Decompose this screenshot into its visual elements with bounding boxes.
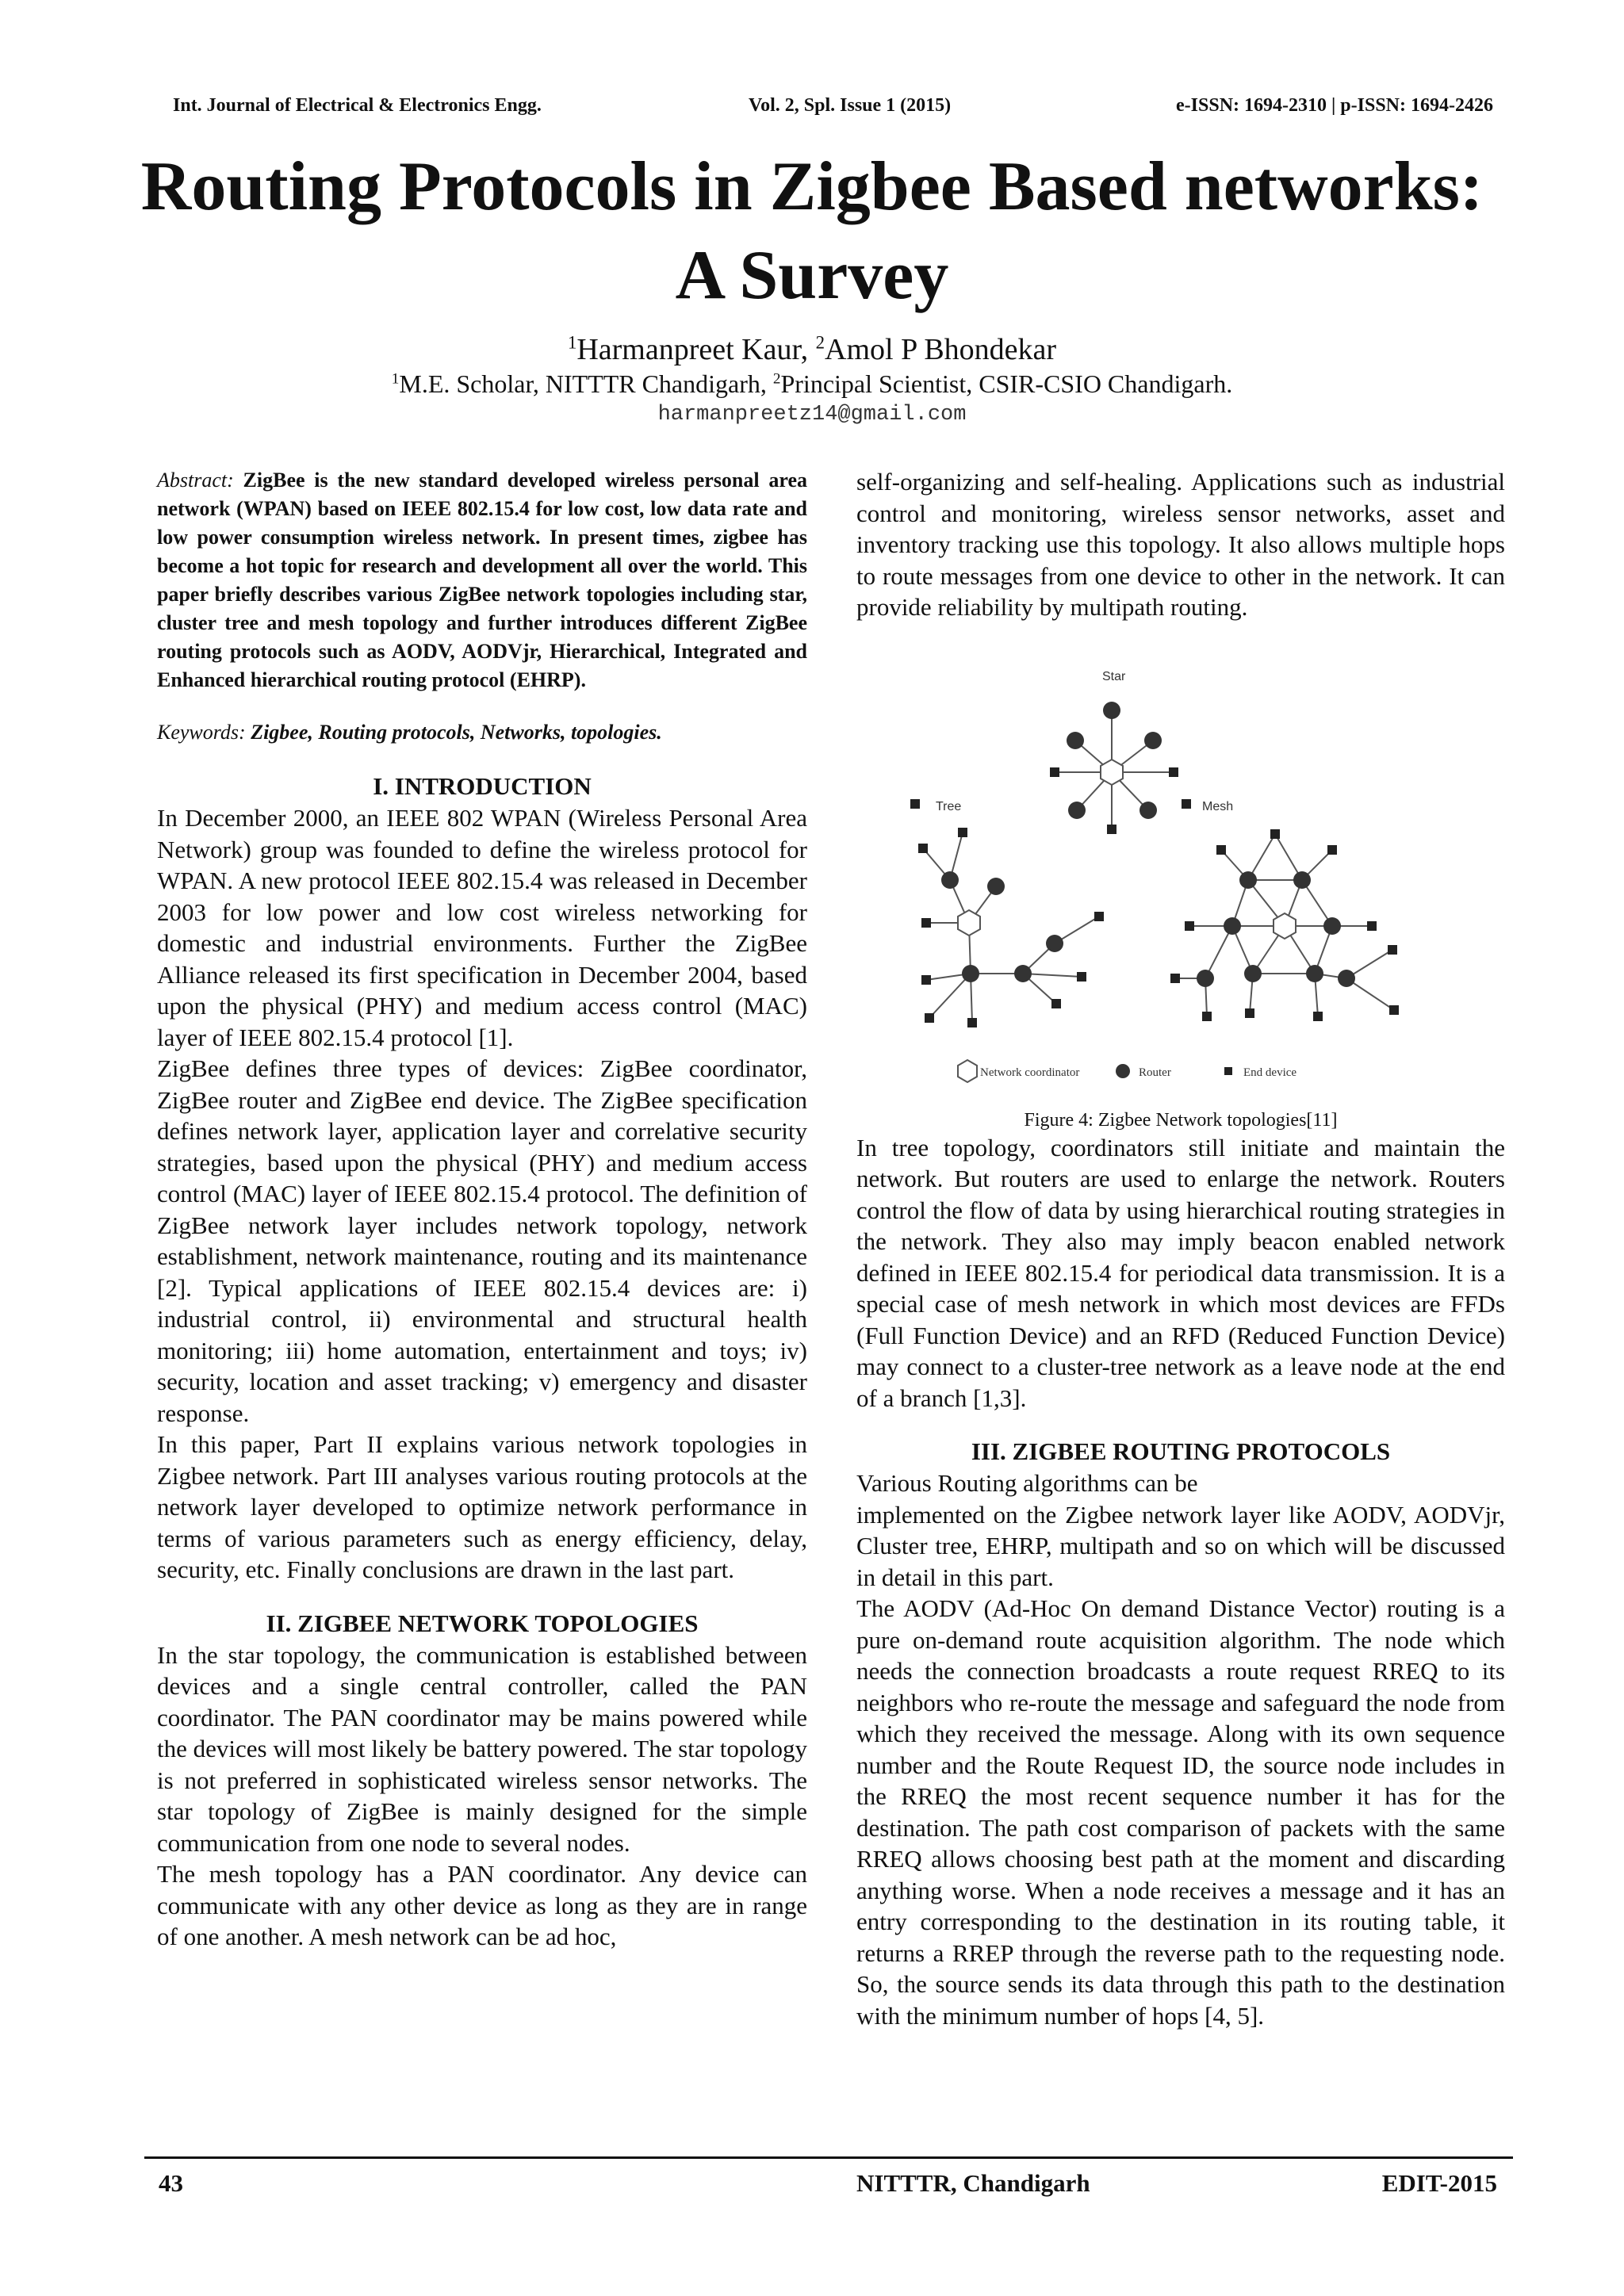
paper-title: [0, 143, 1624, 320]
title-line-1: Routing Protocols in Zigbee Based networks:: [140, 148, 1484, 225]
author-list: [0, 331, 1624, 368]
legend-router-icon: [1116, 1064, 1130, 1078]
tree-end-device: [958, 828, 967, 837]
footer-institute: NITTTR, Chandigarh: [856, 2169, 1090, 2197]
star-router: [1144, 732, 1162, 749]
figure-network-topologies: [856, 647, 1505, 1127]
star-router: [1067, 732, 1084, 749]
abstract-text: ZigBee is the new standard developed wireless personal area network (WPAN) based on IEEE 802.15.4 for low cost, low data rate and low power consumption wireless network. In present times, zigbee has become a hot topic for research and development all over the world. This paper briefly describes various ZigBee network topologies including star, cluster tree and mesh topology and further introduces different ZigBee routing protocols such as AODV, AODVjr, Hierarchical, Integrated and Enhanced hierarchical routing protocol (EHRP).: [157, 469, 808, 691]
mesh-end-device: [1185, 921, 1194, 931]
topologies-paragraph-3: self-organizing and self-healing. Applications such as industrial control and monitoring, wireless sensor networks, asset and inventory tracking use this topology. It also allows multiple hops to route messages from one device to other in the network. It can provide reliability by multipath routing.: [856, 468, 1505, 621]
affiliations: [0, 368, 1624, 400]
mesh-end-device: [1202, 1012, 1212, 1021]
star-label: Star: [1102, 669, 1126, 683]
legend-coordinator-icon: [958, 1060, 977, 1082]
mesh-end-device: [1270, 829, 1280, 839]
mesh-end-device: [1245, 1008, 1254, 1018]
issn-info: e-ISSN: 1694-2310 | p-ISSN: 1694-2426: [1176, 95, 1493, 116]
star-end-device: [1050, 767, 1059, 777]
legend-end-device-label: End device: [1243, 1066, 1297, 1079]
tree-marker: [910, 799, 920, 809]
tree-router: [1046, 935, 1063, 952]
tree-label: Tree: [936, 799, 962, 813]
author-sup-2: 2: [815, 332, 825, 353]
keywords-label: Keywords:: [157, 721, 246, 744]
journal-name: Int. Journal of Electrical & Electronics Engg.: [173, 95, 542, 116]
left-column: [157, 466, 807, 1953]
topology-diagram: [856, 647, 1505, 1127]
tree-router: [987, 878, 1005, 895]
tree-router: [962, 965, 979, 982]
affil-sup-1: 1: [391, 370, 400, 388]
mesh-router: [1239, 871, 1257, 889]
topologies-paragraph-1: In the star topology, the communication is established between devices and a single central controller, called the PAN coordinator. The PAN coordinator may be mains powered while the devices will most likely be battery powered. The star topology is not preferred in sophisticated wireless sensor networks. The star topology of ZigBee is mainly designed for the simple communication from one node to several nodes.: [157, 1640, 807, 1857]
running-header: [159, 95, 1497, 127]
mesh-coordinator: [1274, 913, 1296, 939]
mesh-end-device: [1367, 921, 1377, 931]
author-2: Amol P Bhondekar: [825, 333, 1057, 366]
star-coordinator: [1101, 760, 1123, 785]
affiliation-1: M.E. Scholar, NITTTR Chandigarh,: [399, 369, 773, 398]
routing-paragraph-2: The AODV (Ad-Hoc On demand Distance Vector) routing is a pure on-demand route acquisition algorithm. The node which needs the connection broadcasts a route request RREQ to its neighbors who re-route the message and safeguard the node from which they received the message. Along with its own sequence number and the Route Request ID, the source node includes in the RREQ the most recent sequence number it has for the destination. The path cost comparison of packets with the same RREQ allows choosing best path at the moment and discarding anything worse. When a node receives a message and it has an entry corresponding to the destination in its routing table, it returns a RREP through the reverse path to the requesting node. So, the source sends its data through this path to the destination with the minimum number of hops [4, 5].: [856, 1594, 1505, 2030]
topologies-paragraph-2: The mesh topology has a PAN coordinator. Any device can communicate with any other device as long as they are in range of one another. A mesh network can be ad hoc,: [157, 1860, 807, 1950]
author-email: harmanpreetz14@gmail.com: [657, 403, 967, 427]
mesh-router: [1338, 970, 1355, 987]
section-heading-routing: III. ZIGBEE ROUTING PROTOCOLS: [971, 1437, 1391, 1465]
mesh-end-device: [1170, 974, 1180, 983]
section-heading-intro: I. INTRODUCTION: [373, 772, 592, 800]
routing-paragraph-1: implemented on the Zigbee network layer like AODV, AODVjr, Cluster tree, EHRP, multipath and so on which will be discussed in detail in this part.: [856, 1500, 1505, 1591]
legend-end-device-icon: [1224, 1067, 1232, 1075]
intro-paragraph-1: In December 2000, an IEEE 802 WPAN (Wireless Personal Area Network) group was founded to define the wireless protocol for WPAN. A new protocol IEEE 802.15.4 was released in December 2003 for low power and low cost wireless networking for domestic and industrial environments. Further the ZigBee Alliance released its first specification in December 2004, based upon the physical (PHY) and medium access control (MAC) layer of IEEE 802.15.4 protocol [1].: [157, 804, 807, 1051]
tree-end-device: [925, 1013, 934, 1023]
legend-router-label: Router: [1139, 1066, 1171, 1079]
intro-paragraph-3: In this paper, Part II explains various network topologies in Zigbee network. Part III analyses various routing protocols at the network layer developed to optimize network performance in terms of various parameters such as energy efficiency, delay, security, etc. Finally conclusions are drawn in the last part.: [157, 1430, 807, 1583]
affil-sup-2: 2: [772, 370, 781, 388]
star-router: [1103, 702, 1120, 719]
tree-end-device: [1077, 972, 1086, 982]
keywords-text: Zigbee, Routing protocols, Networks, topologies.: [251, 721, 662, 744]
page-number: 43: [159, 2169, 183, 2197]
tree-router: [941, 871, 959, 889]
mesh-end-device: [1389, 1005, 1399, 1015]
routing-line-1: Various Routing algorithms can be: [856, 1469, 1198, 1497]
mesh-end-device: [1388, 945, 1397, 955]
mesh-end-device: [1313, 1012, 1323, 1021]
star-router: [1139, 802, 1157, 819]
affiliation-2: Principal Scientist, CSIR-CSIO Chandigarh.: [780, 369, 1233, 398]
star-router: [1068, 802, 1086, 819]
figure-caption: Figure 4: Zigbee Network topologies[11]: [1024, 1109, 1338, 1131]
mesh-end-device: [1327, 845, 1337, 855]
author-1: Harmanpreet Kaur,: [576, 333, 816, 366]
mesh-router: [1244, 965, 1262, 982]
author-sup-1: 1: [567, 332, 577, 353]
tree-router: [1014, 965, 1032, 982]
mesh-router: [1197, 970, 1214, 987]
tree-end-device: [921, 975, 931, 985]
intro-paragraph-2: ZigBee defines three types of devices: ZigBee coordinator, ZigBee router and ZigBee end device. The ZigBee specification defines network layer, application layer and correlative security strategies, based upon the physical (PHY) and medium access control (MAC) layer of IEEE 802.15.4 protocol. The definition of ZigBee network layer includes network topology, network establishment, network maintenance, routing and its maintenance [2]. Typical applications of IEEE 802.15.4 devices are: i) industrial control, ii) environmental and structural health monitoring; iii) home automation, entertainment and toys; iv) security, location and asset tracking; v) emergency and disaster response.: [157, 1054, 807, 1427]
tree-coordinator: [958, 910, 980, 936]
abstract-label: Abstract:: [157, 469, 234, 492]
volume-info: Vol. 2, Spl. Issue 1 (2015): [749, 95, 952, 116]
abstract: [157, 466, 807, 695]
right-column: [856, 466, 1505, 2031]
tree-end-device: [918, 844, 928, 853]
mesh-router: [1224, 917, 1241, 935]
footer-edition: EDIT-2015: [1381, 2169, 1497, 2197]
topologies-paragraph-4: In tree topology, coordinators still initiate and maintain the network. But routers are used to enlarge the network. Routers control the flow of data by using hierarchical routing strategies in the network. They also may imply beacon enabled network defined in IEEE 802.15.4 for periodical data transmission. It is a special case of mesh network in which most devices are FFDs (Full Function Device) and an RFD (Reduced Function Device) may connect to a cluster-tree network as a leave node at the end of a branch [1,3].: [856, 1133, 1505, 1412]
mesh-router: [1306, 965, 1323, 982]
mesh-label: Mesh: [1202, 799, 1234, 813]
legend-coordinator-label: Network coordinator: [980, 1066, 1080, 1079]
title-line-2: A Survey: [675, 237, 949, 314]
star-end-device: [1107, 825, 1116, 834]
mesh-router: [1323, 917, 1341, 935]
keywords: [157, 718, 807, 747]
section-heading-topologies: II. ZIGBEE NETWORK TOPOLOGIES: [266, 1609, 699, 1637]
tree-end-device: [967, 1018, 977, 1027]
star-end-device: [1169, 767, 1178, 777]
tree-end-device: [1094, 912, 1104, 921]
tree-end-device: [1051, 999, 1061, 1008]
mesh-end-device: [1216, 845, 1226, 855]
footer-rule: [144, 2156, 1513, 2159]
mesh-marker: [1182, 799, 1191, 809]
tree-end-device: [921, 918, 931, 928]
mesh-router: [1293, 871, 1311, 889]
